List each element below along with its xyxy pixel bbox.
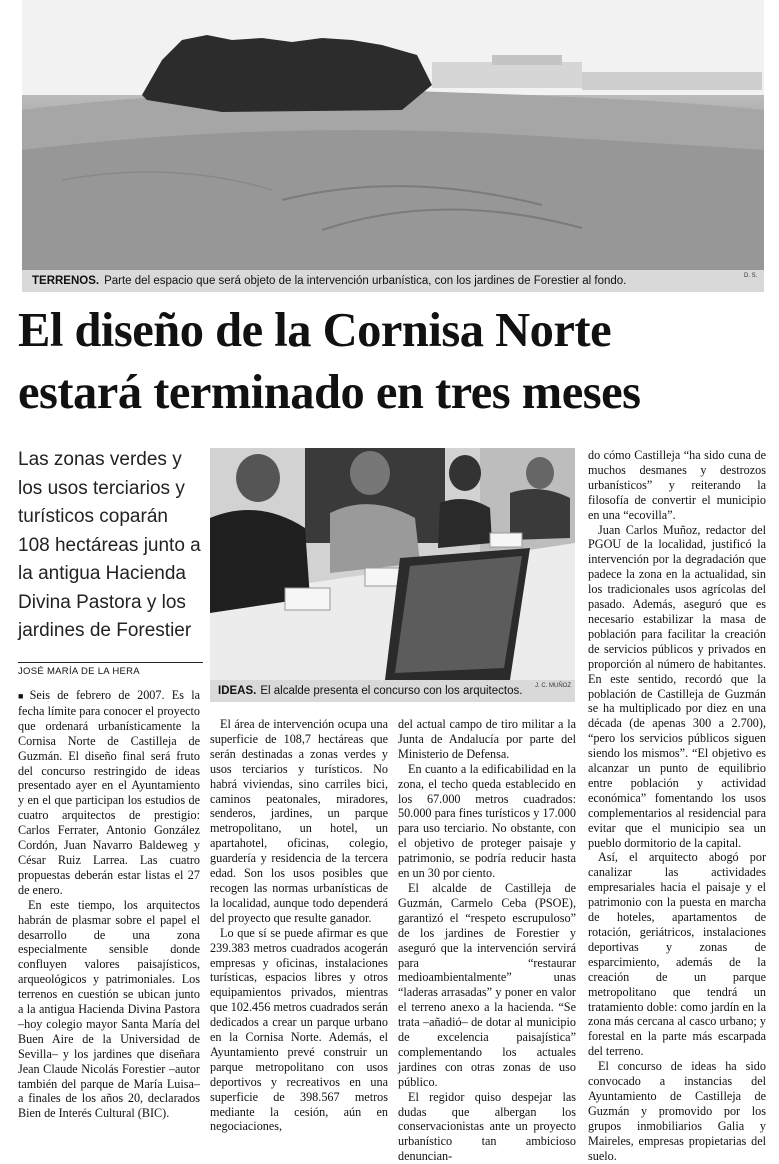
paragraph: Así, el arquitecto abogó por canalizar las actividades empresariales hacia el paisaje y el patrimonio con la puesta en marcha de hoteles, apartamentos de rotación, geriátricos, instalaciones deportivas y zonas de esparcimiento, además de la creación de un parque metropolitano que tendrá un tratamiento doble: como jardín en la zona más cercana al casco urbano; y forestal en la parte más escarpada del terreno. [588,850,766,1059]
caption-text: El alcalde presenta el concurso con los arquitectos. [260,685,523,697]
paragraph: El alcalde de Castilleja de Guzmán, Carmelo Ceba (PSOE), garantizó el “respeto escrupuloso” de los jardines de Forestier y aseguró que la intervención servirá para “restaurar medioambientalmente” unas “laderas arrasadas” y poner en valor el terreno anexo a la hacienda. “Se trata –añadió– de dotar al municipio de excelencia paisajística” complementando los actuales jardines con otras zonas de uso público. [398,880,576,1089]
landscape-photo [22,0,764,270]
paragraph: Lo que sí se puede afirmar es que 239.383 metros cuadrados acogerán empresas y oficinas, instalaciones turísticas, espacios libres y otros equipamientos privados, mientras que 102.456 metros cuadrados serán dedicados a crear un parque urbano en la Cornisa Norte. Además, el Ayuntamiento prevé construir un parque metropolitano con usos deportivos y recreativos en una superficie de 398.567 metros mediante la cesión, aún en negociaciones, [210,925,388,1134]
paragraph: del actual campo de tiro militar a la Junta de Andalucía por parte del Ministerio de Defensa. [398,717,576,761]
article-column-1 [18,688,200,1121]
headline [18,300,768,424]
middle-photo-caption [210,680,575,702]
headline-line-1: El diseño de la Cornisa Norte [18,304,612,357]
landscape-illustration [22,0,764,270]
press-conference-illustration [210,448,575,680]
paragraph: El concurso de ideas ha sido convocado a instancias del Ayuntamiento de Castilleja de Guzmán y promovido por los grupos inmobiliarios Galia y Maireles, empresas propietarias del suelo. [588,1059,766,1163]
paragraph: Juan Carlos Muñoz, redactor del PGOU de la localidad, justificó la intervención por la degradación que padece la zona en la actualidad, sin los tradicionales usos agrícolas del pasado. Además, aseguró que es necesario estabilizar la masa de población para facilitar la creación de servicios públicos y privados en proporción al número de habitantes. En este sentido, recordó que la población de Castilleja de Guzmán se ha multiplicado por diez en una década (de apenas 300 a 2.700), “pero los servicios públicos siguen siendo los mismos”. “El objetivo es alcanzar un punto de equilibrio entre población y actividad económica” fomentando los usos complementarios al residencial para evitar que el municipio sea un pueblo dormitorio de la capital. [588,522,766,850]
paragraph: El regidor quiso despejar las dudas que albergan los conservacionistas ante un proyecto urbanístico tan ambicioso denuncian- [398,1089,576,1164]
paragraph: do cómo Castilleja “ha sido cuna de muchos desmanes y destrozos urbanísticos” y reiterando la filosofía de convertir el municipio en una “ecovilla”. [588,448,766,522]
caption-text: Parte del espacio que será objeto de la intervención urbanística, con los jardines de Forestier al fondo. [104,275,627,287]
press-conference-photo [210,448,575,680]
paragraph: En cuanto a la edificabilidad en la zona, el techo queda establecido en los 67.000 metros cuadrados: 50.000 para fines turísticos y 17.000 para uso terciario. No obstante, con el objetivo de proteger paisaje y patrimonio, se podría reducir hasta en un 30 por ciento. [398,761,576,881]
subheadline: Las zonas verdes y los usos terciarios y turísticos coparán 108 hectáreas junto a la antigua Hacienda Divina Pastora y los jardines de Forestier [18,449,201,641]
article-column-3 [398,717,576,1164]
photo-credit: J. C. MUÑOZ [535,683,571,689]
paragraph: ■ Seis de febrero de 2007. Es la fecha límite para conocer el proyecto que ordenará urbanísticamente la Cornisa Norte de Castilleja de Guzmán. El diseño final será fruto del concurso restringido de ideas presentado ayer en el Ayuntamiento y en el que participan los estudios de cuatro arquitectos de prestigio: Carlos Ferrater, Antonio González Cordón, Juan Navarro Baldeweg y César Ruiz Larrea. Las cuatro propuestas deberán estar listas el 27 de enero. [18,688,200,897]
byline: JOSÉ MARÍA DE LA HERA [18,662,203,677]
article-column-2 [210,717,388,1134]
headline-line-2: estará terminado en tres meses [18,366,641,419]
caption-label: TERRENOS. [32,275,100,287]
caption-label: IDEAS. [218,685,257,697]
paragraph: El área de intervención ocupa una superficie de 108,7 hectáreas que serán destinadas a zonas verdes y usos terciarios y turísticos. No habrá viviendas, sino carriles bici, caminos peatonales, miradores, senderos, jardines, un parque metropolitano, un hotel, un apartahotel, oficinas, colegio, guardería y residencia de la tercera edad. Son los usos posibles que recogen las normas urbanísticas de la localidad, aunque todo dependerá del proyecto que resulte ganador. [210,717,388,925]
top-photo-caption [22,270,764,292]
article-column-4 [588,448,766,1164]
square-bullet-icon: ■ [18,691,28,701]
paragraph: En este tiempo, los arquitectos habrán de plasmar sobre el papel el desarrollo de una zona especialmente sensible donde confluyen valores paisajísticos, arqueológicos y patrimoniales. Los terrenos en cuestión se ubican junto a la antigua Hacienda Divina Pastora –hoy colegio mayor Santa María del Buen Aire de la Universidad de Sevilla– y los jardines que diseñara Jean Claude Nicolás Forestier –autor también del parque de María Luisa– a finales de los años 20, declarados Bien de Interés Cultural (BIC). [18,897,200,1121]
photo-credit: D. S. [744,273,758,279]
